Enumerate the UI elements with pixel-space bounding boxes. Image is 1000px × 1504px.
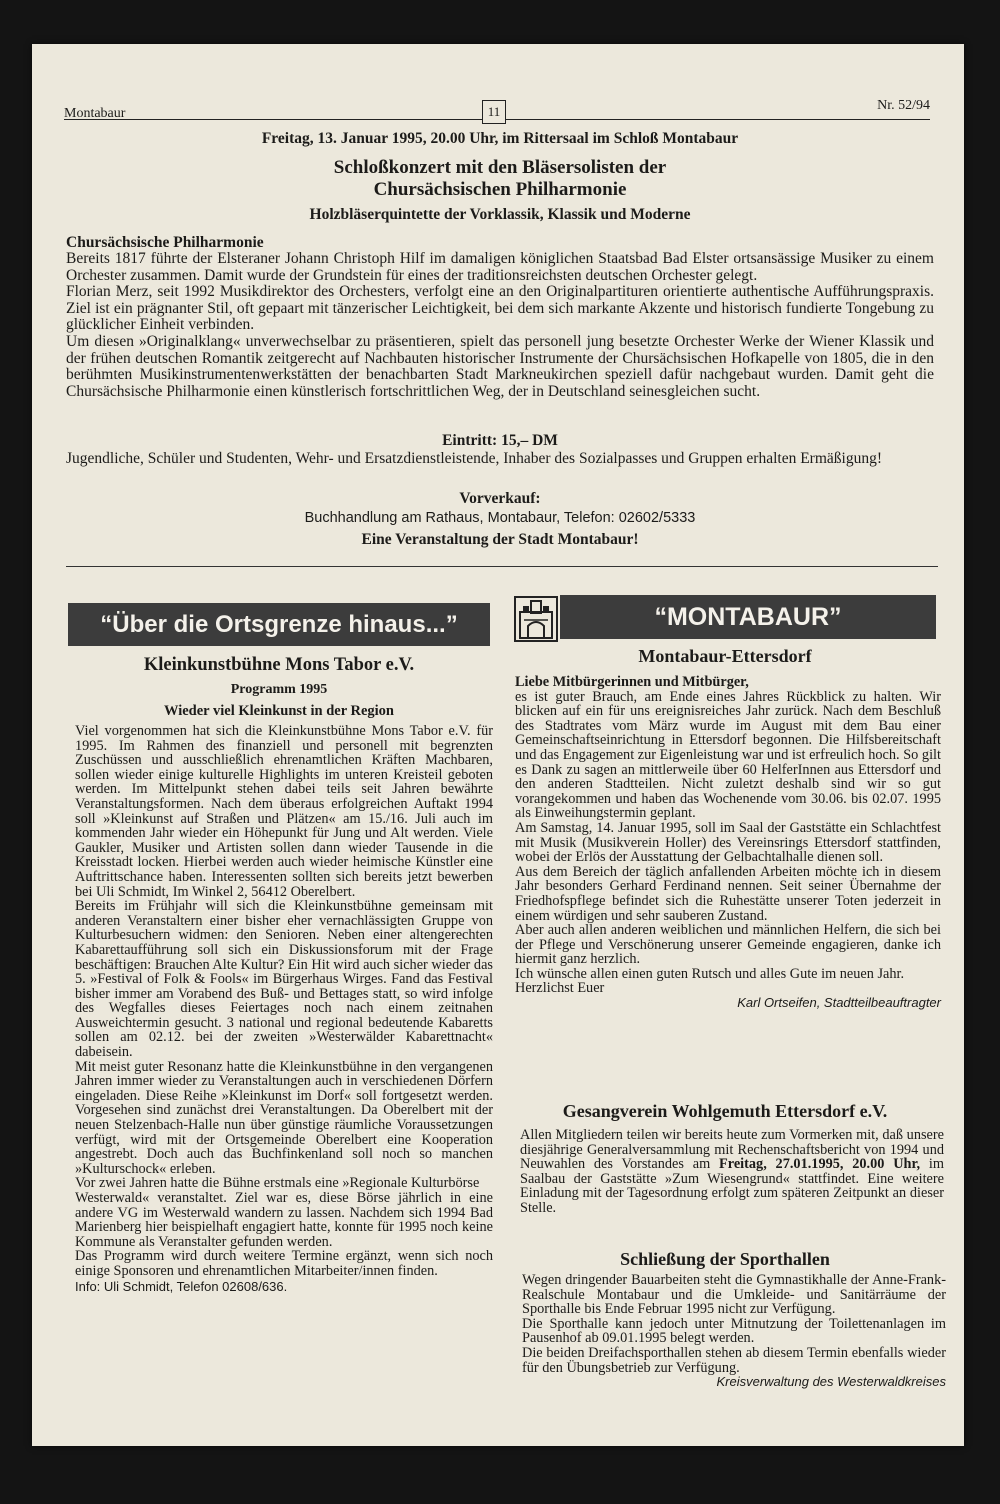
section-heading: Chursächsische Philharmonie xyxy=(66,234,264,251)
choir-text-part-1: Allen Mitgliedern teilen wir bereits heute zum Vormerken mit, daß unsere diesjährige Generalversammlung mit Rechenschaftsbericht von 1994 und Neuwahlen des Vorstandes am xyxy=(520,1127,944,1173)
left-title: Kleinkunstbühne Mons Tabor e.V. xyxy=(143,655,415,675)
left-paragraph-3: Mit meist guter Resonanz hatte die Kleinkunstbühne in den vergangenen Jahren immer wieder zu Veranstaltungen auch in verschiedenen Dörfern eingeladen. Diese Reihe »Kleinkunst im Dorf« soll fortgesetzt werden. Vorgesehen sind zunächst drei Veranstaltungen. Da Oberelbert mit der neuen Stelzenbach-Halle nun über günstige räumliche Voraussetzungen verfügt, wird mit der Ortsgemeinde Oberelbert eine Kooperation angestrebt. Doch auch das Buchfinkenland soll noch so manchen »Kulturschock« erleben. xyxy=(75,1058,493,1177)
halls-signature: Kreisverwaltung des Westerwaldkreises xyxy=(716,1374,946,1390)
right-greeting: Liebe Mitbürgerinnen und Mitbürger, xyxy=(515,674,749,690)
right-paragraph-5: Ich wünsche allen einen guten Rutsch und alles Gute im neuen Jahr. xyxy=(515,965,905,982)
right-paragraph-3: Aus dem Bereich der täglich anfallenden Arbeiten möchte ich in diesem Jahr besonders Gerhard Ferdinand nennen. Seit seiner Übernahme der Friedhofspflege befindet sich die Ruhestätte unserer Toten jederzeit in einem würdigen und sehr sauberen Zustand. xyxy=(515,863,941,924)
left-program: Programm 1995 xyxy=(230,682,328,697)
concert-paragraph-1: Bereits 1817 führte der Elsteraner Johann Christoph Hilf im damaligen königlichen Staatsbad Bad Elster ortsansässige Musiker zu einem Orchester zusammen. Damit wurde der Grundstein für eines der traditionsreichsten deutschen Orchester gelegt. xyxy=(66,250,934,284)
page-number: 11 xyxy=(482,100,506,124)
discount-note: Jugendliche, Schüler und Studenten, Wehr- und Ersatzdienstleistende, Inhaber des Sozialpasses und Gruppen erhalten Ermäßigung! xyxy=(66,450,882,467)
left-article xyxy=(75,724,493,1294)
left-paragraph-6: Das Programm wird durch weitere Termine ergänzt, wenn sich noch einige Sponsoren und ehrenamtlichen Mitarbeiter/innen finden. xyxy=(75,1248,493,1279)
organizer: Eine Veranstaltung der Stadt Montabaur! xyxy=(361,531,639,548)
left-subtitle: Wieder viel Kleinkunst in der Region xyxy=(163,703,394,719)
presale-label: Vorverkauf: xyxy=(459,490,541,507)
concert-paragraph-3: Um diesen »Originalklang« unverwechselbar zu präsentieren, spielt das personell jung besetzte Orchester Werke der Wiener Klassik und der frühen deutschen Romantik zeitgerecht auf Nachbauten historischer Instrumente der Chursächsischen Hofkapelle von 1805, die in den berühmten Musikinstrumentenwerkstätten der benachbarten Stadt Markneukirchen speziell dafür nachgebaut wurden. Damit geht die Chursächsische Philharmonie einen künstlerisch fortschrittlichen Weg, der in Deutschland seinesgleichen sucht. xyxy=(66,332,934,400)
right-closing: Herzlichst Euer xyxy=(515,980,605,997)
admission: Eintritt: 15,– DM xyxy=(442,432,558,449)
choir-text-part-2: im Saalbau der Gaststätte »Zum Wiesengrund« stattfindet. Eine weitere Einladung mit der Tagesordnung erfolgt zum späteren Zeitpunkt an dieser Stelle. xyxy=(520,1156,944,1216)
concert-article xyxy=(66,234,934,400)
concert-paragraph-2: Florian Merz, seit 1992 Musikdirektor des Orchesters, verfolgt eine an den Originalpartituren orientierte authentische Aufführungspraxis. Ziel ist ein prägnanter Stil, oft gepaart mit tänzerischer Leichtigkeit, bei dem sich markante Akzente und historisch fundierte Tongebung zu glücklicher Einheit verbinden. xyxy=(66,283,934,334)
halls-title: Schließung der Sporthallen xyxy=(620,1249,830,1269)
concert-title xyxy=(66,157,934,201)
header-place: Montabaur xyxy=(64,106,126,121)
left-paragraph-1: Viel vorgenommen hat sich die Kleinkunstbühne Mons Tabor e.V. für 1995. Im Rahmen des finanziell und personell mit begrenzten Zuschüssen und ausschließlich ehrenamtlichen Kräften Machbaren, sollen wieder einige kulturelle Highlights im unteren Kreisteil geboten werden. Im Mittelpunkt stehen dabei teils seit Jahren bewährte Veranstaltungsformen. Nach dem überaus erfolgreichen Auftakt 1994 soll »Kleinkunst auf Straßen und Plätzen« am 15./16. Juli auch im kommenden Jahr wieder ein Höhepunkt für Jung und Alt werden. Viele Gaukler, Musiker und Artisten sollen dann wieder Tausende in die Kreisstadt locken. Hierbei werden auch wieder heimische Künstler eine Auftrittschance haben. Interessenten sollten sich bereits jetzt bewerben bei Uli Schmidt, Im Winkel 2, 56412 Oberelbert. xyxy=(75,723,493,900)
concert-dateline: Freitag, 13. Januar 1995, 20.00 Uhr, im Rittersaal im Schloß Montabaur xyxy=(261,130,739,147)
choir-title: Gesangverein Wohlgemuth Ettersdorf e.V. xyxy=(562,1101,888,1121)
left-paragraph-2: Bereits im Frühjahr will sich die Kleinkunstbühne gemeinsam mit anderen Veranstaltern einer bisher eher vernachlässigten Gruppe von Kulturbesuchern widmen: den Senioren. Neben einer altengerechten Kabarettaufführung soll sich ein Diskussionsforum mit der Frage beschäftigen: Brauchen Alte Kultur? Ein Hit wird auch sicher wieder das 5. »Festival of Folk & Fools« im Bürgerhaus Wirges. Fand das Festival bisher immer am Vorabend des Buß- und Bettages statt, so wird infolge des Wegfalles dieses Feiertages noch nach einem zeitnahen Ausweichtermin gesucht. 3 national und regional bedeutende Kabaretts sollen am 02.12. bei der zweiten »Westerwälder Kabarettnacht« dabeisein. xyxy=(75,898,493,1061)
halls-article xyxy=(522,1273,946,1390)
header-issue: Nr. 52/94 xyxy=(877,98,930,113)
halls-paragraph-1: Wegen dringender Bauarbeiten steht die Gymnastikhalle der Anne-Frank-Realschule Montabaur und die Umkleide- und Sanitärräume der Sporthalle bis Ende Februar 1995 nicht zur Verfügung. xyxy=(522,1272,946,1318)
section-divider xyxy=(66,566,938,567)
halls-paragraph-2: Die Sporthalle kann jedoch unter Mitnutzung der Toilettenanlagen im Pausenhof ab 09.01.1995 belegt werden. xyxy=(522,1315,946,1347)
left-paragraph-5: Westerwald« veranstaltet. Ziel war es, diese Börse jährlich in eine andere VG im Westerwald wandern zu lassen. Nachdem sich 1994 Bad Marienberg hier beispielhaft engagiert hatte, konnte für 1995 noch keine Kommune als Veranstalter gefunden werden. xyxy=(75,1190,493,1250)
concert-subtitle: Holzbläserquintette der Vorklassik, Klassik und Moderne xyxy=(309,206,691,223)
montabaur-crest-icon xyxy=(514,596,558,642)
presale-info: Buchhandlung am Rathaus, Montabaur, Telefon: 02602/5333 xyxy=(304,510,696,526)
left-paragraph-4: Vor zwei Jahren hatte die Bühne erstmals eine »Regionale Kulturbörse xyxy=(75,1175,480,1192)
concert-title-line1: Schloßkonzert mit den Bläsersolisten der xyxy=(333,157,667,178)
right-signature: Karl Ortseifen, Stadtteilbeauftragter xyxy=(737,995,941,1011)
left-banner: “Über die Ortsgrenze hinaus...” xyxy=(68,603,490,646)
concert-title-line2: Chursächsischen Philharmonie xyxy=(373,179,627,200)
choir-date: Freitag, 27.01.1995, 20.00 Uhr, xyxy=(719,1156,921,1173)
right-article xyxy=(515,675,941,1011)
halls-paragraph-3: Die beiden Dreifachsporthallen stehen ab diesem Termin ebenfalls wieder für den Übungsbetrieb zur Verfügung. xyxy=(522,1344,946,1376)
right-banner: “MONTABAUR” xyxy=(560,595,936,639)
choir-text xyxy=(520,1128,944,1216)
right-title: Montabaur-Ettersdorf xyxy=(638,646,812,666)
right-paragraph-2: Am Samstag, 14. Januar 1995, soll im Saal der Gaststätte ein Schlachtfest mit Musik (Musikverein Holler) des Vereinsrings Ettersdorf stattfinden, wobei der Erlös der Ausstattung der Gelbachtalhalle dienen soll. xyxy=(515,819,941,866)
newspaper-page xyxy=(32,44,964,1446)
right-paragraph-1: es ist guter Brauch, am Ende eines Jahres Rückblick zu halten. Wir blicken auf ein für uns ereignisreiches Jahr zurück. Nach dem Beschluß des Stadtrates vom März wurde im August mit dem Bau einer Gemeinschaftseinrichtung in Ettersdorf begonnen. Die Hilfsbereitschaft und das Engagement zur Eigenleistung war und ist erfreulich hoch. So gilt es Dank zu sagen an mittlerweile über 60 HelferInnen aus Ettersdorf und den anderen Stadtteilen. Nicht zuletzt deshalb sind wir so gut vorangekommen und haben das Wochenende vom 30.06. bis 02.07. 1995 als Einweihungstermin geplant. xyxy=(515,688,941,822)
right-paragraph-4: Aber auch allen anderen weiblichen und männlichen Helfern, die sich bei der Pflege und Verschönerung unserer Gemeinde engagieren, danke ich hiermit ganz herzlich. xyxy=(515,922,941,968)
left-info: Info: Uli Schmidt, Telefon 02608/636. xyxy=(75,1278,288,1294)
